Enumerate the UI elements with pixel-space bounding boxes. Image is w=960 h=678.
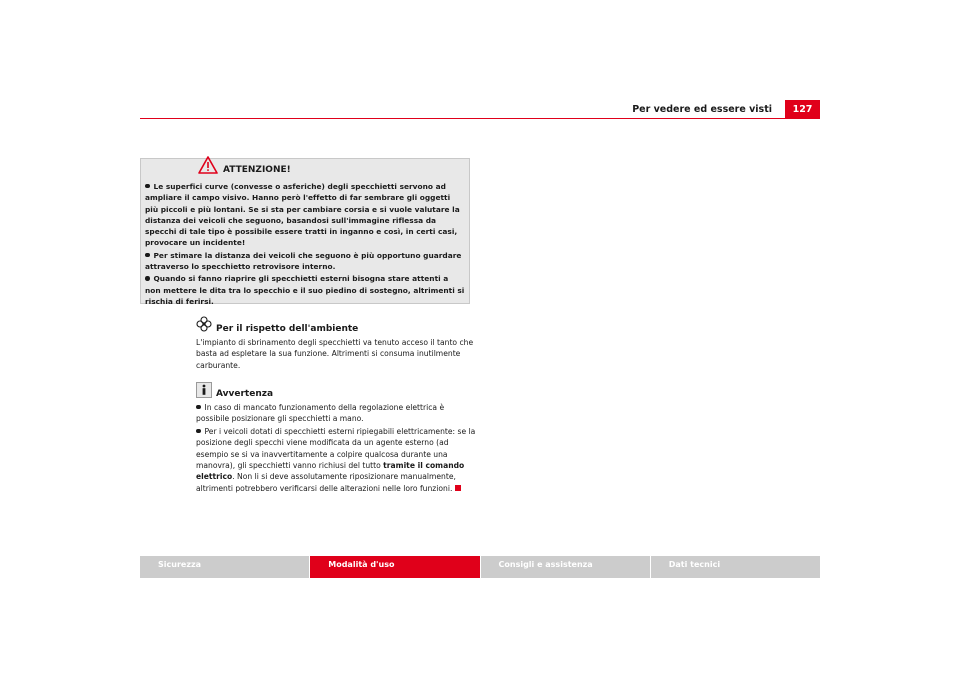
note-list <box>196 402 476 495</box>
note-item: In caso di mancato funzionamento della regolazione elettrica è possibile posizionare gli specchietti a mano. <box>196 403 445 424</box>
bullet-icon <box>145 276 150 281</box>
warning-item: Quando si fanno riaprire gli specchietti esterni bisogna stare attenti a non mettere le dita tra lo specchio e il suo piedino di sostegno, altrimenti si rischia di ferirsi. <box>145 274 465 306</box>
bullet-icon <box>145 253 150 258</box>
note-item: Per i veicoli dotati di specchietti esterni ripiegabili elettricamente: se la posizione degli specchi viene modificata da un agente esterno (ad esempio se si va inavvertitamente a colpire qualcosa durante una manovra), gli specchietti vanno richiusi del tutto tramite il comando elettrico. Non li si deve assolutamente riposizionare manualmente, altrimenti potrebbero verificarsi delle alterazioni nelle loro funzioni. <box>196 426 476 493</box>
page-number: 127 <box>785 100 820 119</box>
warning-triangle-icon <box>198 156 218 174</box>
bullet-icon <box>145 184 150 189</box>
tab-consigli-assistenza[interactable]: Consigli e assistenza <box>481 556 650 578</box>
info-note-icon <box>196 382 212 398</box>
header-rule <box>140 118 820 119</box>
warning-box <box>140 158 470 304</box>
warning-item: Le superfici curve (convesse o asferiche) degli specchietti servono ad ampliare il campo visivo. Hanno però l'effetto di far sembrare gli oggetti più piccoli e più lontani. Se si sta per cambiare corsia e si vuole valutare la distanza dei veicoli che seguono, basandosi sull'immagine riflessa da specchi di tale tipo è possibile essere tratti in inganno e così, in certi casi, provocare un incidente! <box>145 182 460 248</box>
footer-nav <box>140 556 820 578</box>
warning-title: ATTENZIONE! <box>223 165 291 175</box>
note-title: Avvertenza <box>216 389 274 399</box>
environment-title: Per il rispetto dell'ambiente <box>216 324 359 334</box>
bullet-icon <box>196 429 201 434</box>
warning-item: Per stimare la distanza dei veicoli che seguono è più opportuno guardare attraverso lo specchietto retrovisore interno. <box>145 250 462 272</box>
flower-environment-icon <box>196 316 212 332</box>
environment-text: L'impianto di sbrinamento degli specchietti va tenuto acceso il tanto che basta ad espletare la sua funzione. Altrimenti si consuma inutilmente carburante. <box>196 338 474 370</box>
end-of-section-mark <box>455 485 461 491</box>
bullet-icon <box>196 405 201 410</box>
running-header-title: Per vedere ed essere visti <box>632 104 772 115</box>
tab-sicurezza[interactable]: Sicurezza <box>140 556 309 578</box>
warning-list <box>145 181 465 308</box>
tab-dati-tecnici[interactable]: Dati tecnici <box>651 556 820 578</box>
tab-modalita-duso[interactable]: Modalità d'uso <box>310 556 479 578</box>
